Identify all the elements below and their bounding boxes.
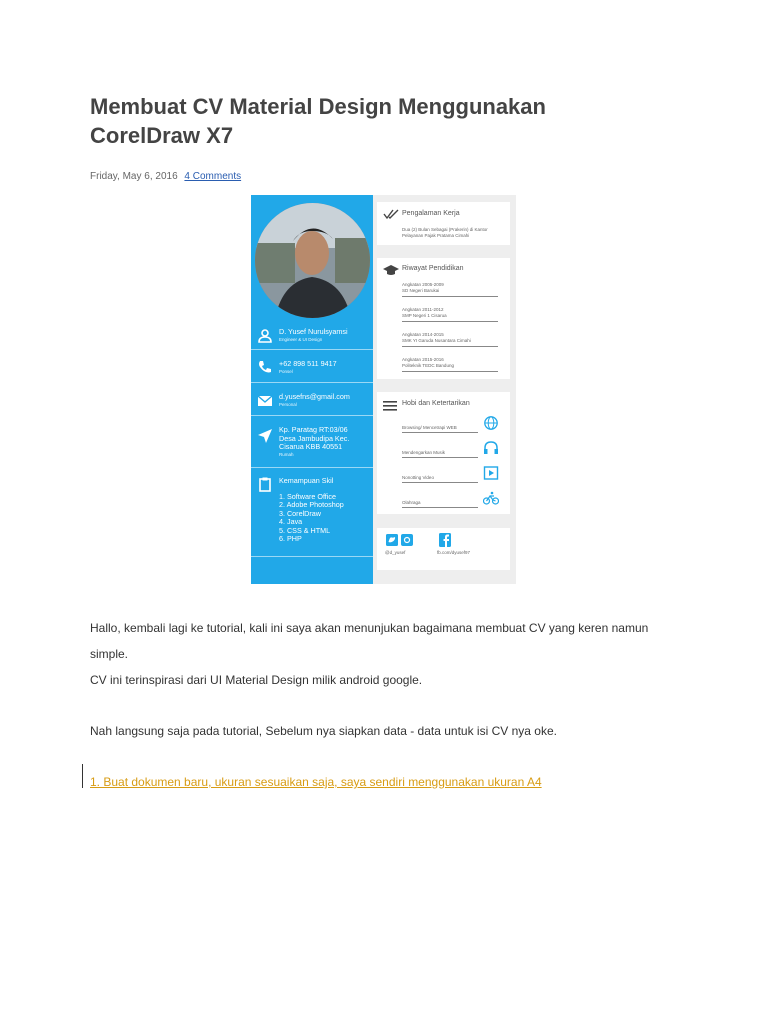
cv-experience-title: Pengalaman Kerja xyxy=(402,210,460,217)
cv-skill-item: 3. CorelDraw xyxy=(279,508,321,518)
divider xyxy=(402,457,478,458)
twitter-icon xyxy=(386,534,398,546)
cv-experience-text-2: Pelayanan Pajak Pratama Cimahi xyxy=(402,233,470,238)
headphones-icon xyxy=(483,441,499,455)
divider xyxy=(402,321,498,322)
cv-education-school: Politeknik TEDC Bandung xyxy=(402,363,454,368)
mail-icon xyxy=(257,393,273,409)
cv-hobby-item: Mendengarkan Musik xyxy=(402,450,446,455)
cv-skill-item: 2. Adobe Photoshop xyxy=(279,500,344,509)
post-date: Friday, May 6, 2016 xyxy=(90,171,178,182)
location-arrow-icon xyxy=(257,428,273,444)
cv-skill-item: 5. CSS & HTML xyxy=(279,525,331,535)
paragraph: CV ini terinspirasi dari UI Material Design milik android google. xyxy=(90,673,423,687)
cv-skill-item: 4. Java xyxy=(279,517,303,526)
cv-experience-card xyxy=(377,202,510,245)
divider xyxy=(402,296,498,297)
cv-skills-section xyxy=(251,468,373,557)
post-title: Membuat CV Material Design Menggunakan CorelDraw X7 xyxy=(90,94,546,148)
cv-name: D. Yusef Nurulsyamsi xyxy=(279,327,348,336)
phone-icon xyxy=(257,359,273,375)
cv-address-line-2: Desa Jambudipa Kec. xyxy=(279,433,350,443)
cv-hobby-card xyxy=(377,392,510,514)
cv-facebook-handle: fb.com/dyusef97 xyxy=(437,550,471,555)
facebook-icon xyxy=(439,533,451,547)
cv-skill-item: 6. PHP xyxy=(279,534,302,543)
cv-address-label: Rumah xyxy=(279,451,294,457)
cv-phone: +62 898 511 9417 xyxy=(279,359,337,368)
cv-email: d.yusefns@gmail.com xyxy=(279,392,350,401)
cv-education-year: Angkatan 2015-2016 xyxy=(402,357,444,362)
post-meta xyxy=(90,171,241,182)
divider xyxy=(402,482,478,483)
cv-social-card xyxy=(377,528,510,570)
graduation-cap-icon xyxy=(383,264,399,276)
cv-hobby-item: Browsing/ Mencetrapi WEB xyxy=(402,425,457,430)
person-icon xyxy=(257,328,273,344)
cv-education-school: SMP Negeri 1 Cisarua xyxy=(402,313,447,318)
cv-education-card xyxy=(377,258,510,379)
globe-icon xyxy=(483,416,499,430)
cv-address-line-3: Cisarua KBB 40551 xyxy=(279,442,343,451)
text-caret xyxy=(82,764,83,788)
cv-name-row xyxy=(251,321,373,350)
cv-education-title: Riwayat Pendidikan xyxy=(402,265,464,272)
divider xyxy=(402,432,478,433)
divider xyxy=(402,507,478,508)
cv-email-row xyxy=(251,383,373,416)
profile-photo xyxy=(255,203,370,318)
cv-phone-row xyxy=(251,350,373,383)
step-1-link[interactable]: 1. Buat dokumen baru, ukuran sesuaikan saja, saya sendiri menggunakan ukuran A4 xyxy=(90,775,542,789)
cv-address-row xyxy=(251,416,373,468)
comments-link[interactable]: 4 Comments xyxy=(184,171,242,182)
cv-email-label: Personal xyxy=(279,401,297,407)
cv-skill-item: 1. Software Office xyxy=(279,491,336,501)
menu-icon xyxy=(383,400,397,412)
double-check-icon xyxy=(383,208,399,220)
instagram-icon xyxy=(401,534,413,546)
cv-hobby-item: Nonotting Video xyxy=(402,475,434,480)
video-play-icon xyxy=(483,466,499,480)
cv-hobby-title: Hobi dan Ketertarikan xyxy=(402,400,470,407)
cv-left-panel xyxy=(251,195,373,584)
cv-education-school: SD Negeri Barukai xyxy=(402,288,440,293)
cv-hobby-item: Olahraga xyxy=(402,500,421,505)
clipboard-icon xyxy=(257,476,273,492)
cv-education-year: Angkatan 2014-2015 xyxy=(402,332,444,337)
cv-experience-text-1: Dua (2) Bulan Sebagai (Prakerin) di Kantor xyxy=(402,227,488,232)
paragraph: Hallo, kembali lagi ke tutorial, kali ini saya akan menunjukan bagaimana membuat CV yang keren namun xyxy=(90,621,649,635)
cv-education-school: SMK YI Garuda Nusantara Cimahi xyxy=(402,338,471,343)
divider xyxy=(402,371,498,372)
bicycle-icon xyxy=(483,491,499,505)
cv-education-year: Angkatan 2011-2012 xyxy=(402,307,444,312)
cv-education-year: Angkatan 2005-2009 xyxy=(402,282,444,287)
cv-skills-title: Kemampuan Skil xyxy=(279,476,334,485)
paragraph: simple. xyxy=(90,647,129,661)
cv-address-line-1: Kp. Paratag RT:03/06 xyxy=(279,425,348,434)
divider xyxy=(402,346,498,347)
cv-twitter-handle: @d_yusef xyxy=(385,550,406,555)
cv-phone-label: Ponsel xyxy=(279,368,293,374)
cv-role: Engineer & UI Design xyxy=(279,336,323,342)
paragraph: Nah langsung saja pada tutorial, Sebelum nya siapkan data - data untuk isi CV nya oke. xyxy=(90,724,557,738)
cv-image xyxy=(251,195,516,584)
